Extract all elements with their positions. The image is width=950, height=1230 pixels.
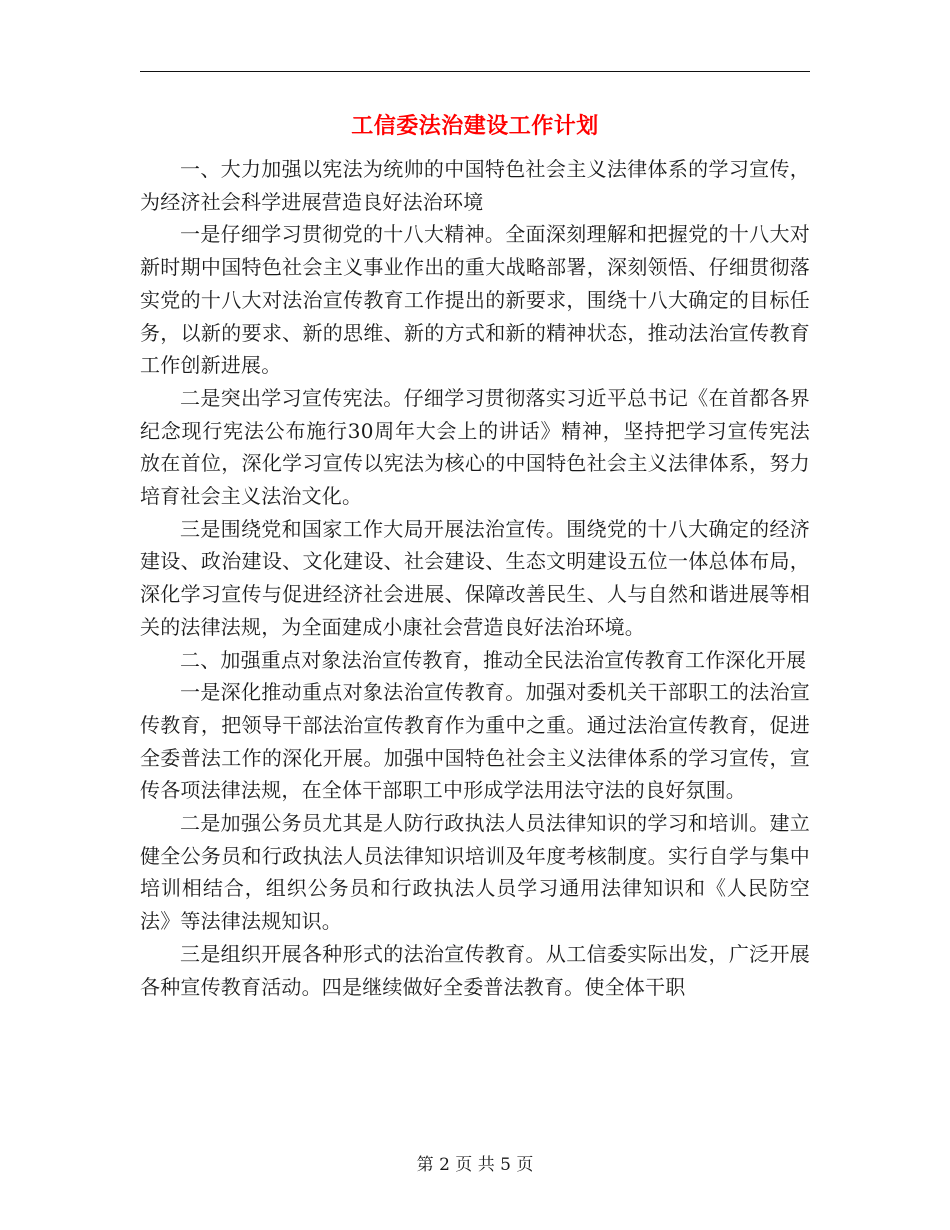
document-body [140, 153, 810, 1003]
header-rule [140, 71, 810, 72]
page-number: 第 2 页 共 5 页 [416, 1155, 534, 1175]
section-heading-1: 一、大力加强以宪法为统帅的中国特色社会主义法律体系的学习宣传，为经济社会科学进展营造良好法治环境 [140, 157, 810, 214]
paragraph: 一是仔细学习贯彻党的十八大精神。全面深刻理解和把握党的十八大对新时期中国特色社会主义事业作出的重大战略部署，深刻领悟、仔细贯彻落实党的十八大对法治宣传教育工作提出的新要求，围绕十八大确定的目标任务，以新的要求、新的思维、新的方式和新的精神状态，推动法治宣传教育工作创新进展。 [140, 222, 810, 378]
paragraph: 三是围绕党和国家工作大局开展法治宣传。围绕党的十八大确定的经济建设、政治建设、文化建设、社会建设、生态文明建设五位一体总体布局，深化学习宣传与促进经济社会进展、保障改善民生、人与自然和谐进展等相关的法律法规，为全面建成小康社会营造良好法治环境。 [140, 516, 810, 639]
paragraph: 三是组织开展各种形式的法治宣传教育。从工信委实际出发，广泛开展各种宣传教育活动。四是继续做好全委普法教育。使全体干职 [140, 941, 810, 999]
paragraph: 二是加强公务员尤其是人防行政执法人员法律知识的学习和培训。建立健全公务员和行政执法人员法律知识培训及年度考核制度。实行自学与集中培训相结合，组织公务员和行政执法人员学习通用法律知识和《人民防空法》等法律法规知识。 [140, 811, 810, 934]
paragraph: 一是深化推动重点对象法治宣传教育。加强对委机关干部职工的法治宣传教育，把领导干部法治宣传教育作为重中之重。通过法治宣传教育，促进全委普法工作的深化开展。加强中国特色社会主义法律体系的学习宣传，宣传各项法律法规，在全体干部职工中形成学法用法守法的良好氛围。 [140, 680, 810, 803]
paragraph: 二是突出学习宣传宪法。仔细学习贯彻落实习近平总书记《在首都各界纪念现行宪法公布施行30周年大会上的讲话》精神，坚持把学习宣传宪法放在首位，深化学习宣传以宪法为核心的中国特色社会主义法律体系，努力培育社会主义法治文化。 [140, 385, 810, 509]
section-heading-2: 二、加强重点对象法治宣传教育，推动全民法治宣传教育工作深化开展 [180, 647, 807, 672]
document-title: 工信委法治建设工作计划 [351, 113, 599, 139]
